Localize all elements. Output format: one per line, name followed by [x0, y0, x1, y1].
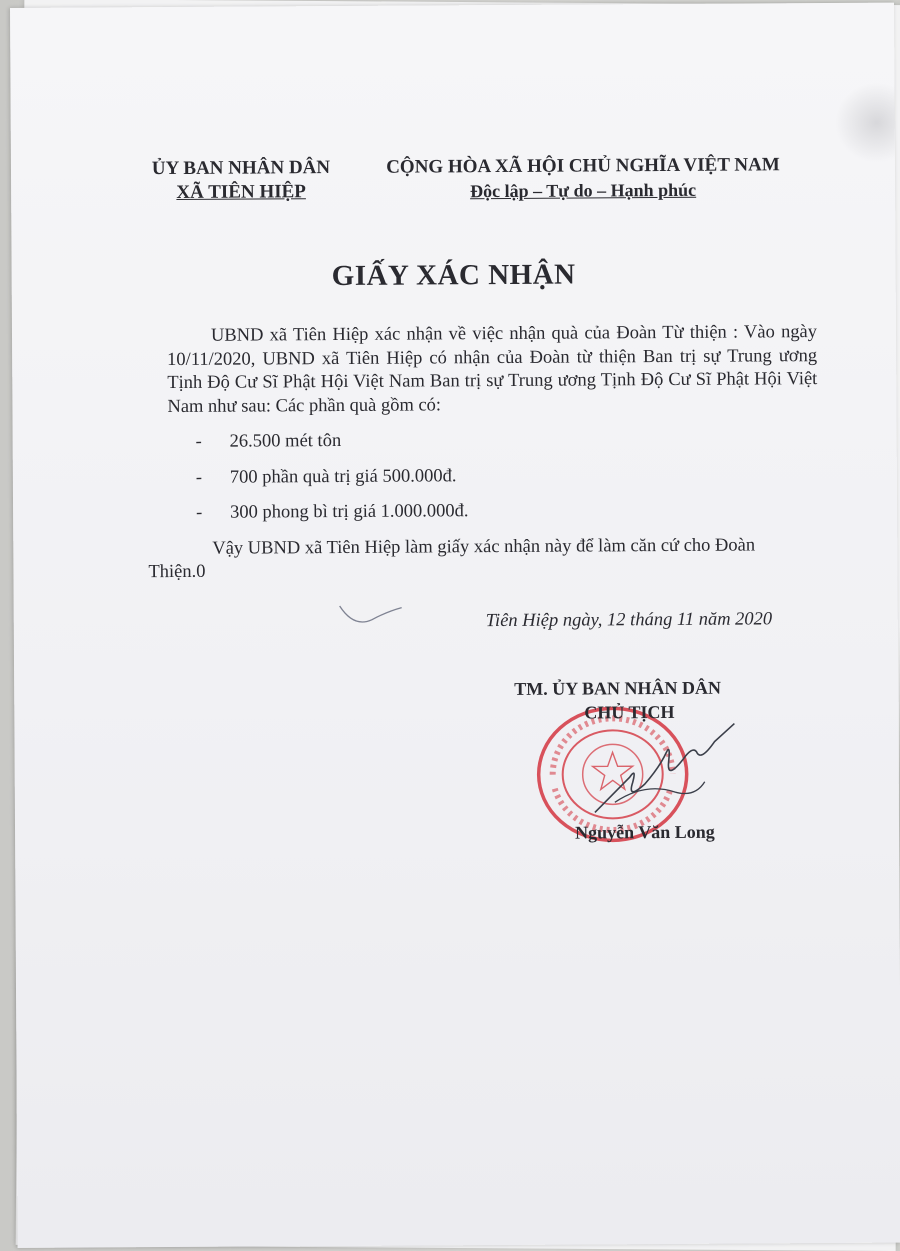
document-page — [10, 3, 900, 1248]
handwritten-signature-icon — [574, 722, 745, 833]
issuer-commune: XÃ TIÊN HIỆP — [176, 181, 306, 203]
issuer-name: ỦY BAN NHÂN DÂN — [151, 157, 331, 180]
national-header — [363, 153, 803, 204]
signatory-organization: TM. ỦY BAN NHÂN DÂN — [514, 677, 722, 699]
body-paragraph-1: UBND xã Tiên Hiệp xác nhận về việc nhận quà của Đoàn Từ thiện : Vào ngày 10/11/2020, UBND xã Tiên Hiệp có nhận của Đoàn từ thiện Ban trị sự Trung ương Tịnh Độ Cư Sĩ Phật Hội Việt Nam Ban trị sự Trung ương Tịnh Độ Cư Sĩ Phật Hội Việt Nam như sau: Các phần quà gồm có: — [167, 322, 818, 417]
document-title: GIẤY XÁC NHẬN — [331, 258, 576, 293]
document-body — [148, 321, 819, 584]
pen-mark-icon — [332, 598, 412, 630]
list-item: - 700 phần quà trị giá 500.000đ. — [195, 465, 457, 488]
issuer-header — [131, 156, 351, 205]
signatory-title: CHỦ TỊCH — [584, 701, 675, 723]
national-title: CỘNG HÒA XÃ HỘI CHỦ NGHĨA VIỆT NAM — [386, 154, 780, 178]
body-paragraph-2: Vậy UBND xã Tiên Hiệp làm giấy xác nhận này để làm căn cứ cho Đoàn — [212, 534, 756, 559]
body-paragraph-2-continued: Thiện.0 — [148, 561, 206, 583]
list-item: - 300 phong bì trị giá 1.000.000đ. — [196, 501, 469, 523]
place-date-line: Tiên Hiệp ngày, 12 tháng 11 năm 2020 — [485, 609, 773, 632]
national-motto: Độc lập – Tự do – Hạnh phúc — [470, 179, 697, 202]
signatory-name: Nguyễn Văn Long — [574, 821, 715, 843]
gift-list — [168, 427, 819, 525]
list-item: - 26.500 mét tôn — [195, 430, 342, 452]
